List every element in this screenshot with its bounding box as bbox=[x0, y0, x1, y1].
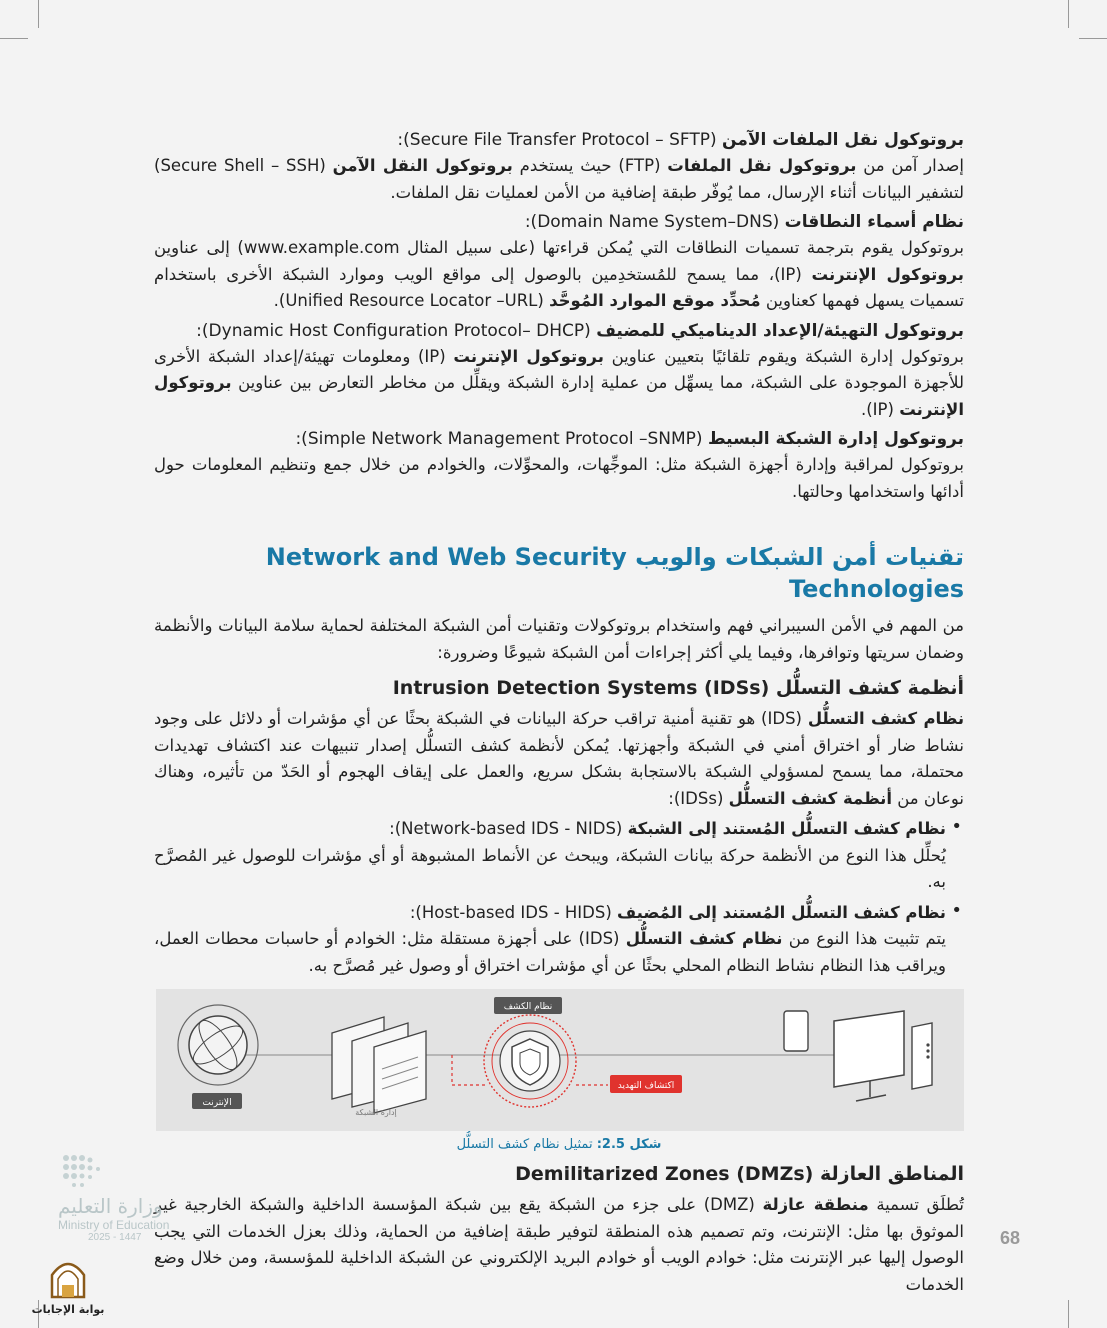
section-body-run: (IP). bbox=[860, 399, 900, 419]
section-heading bbox=[154, 128, 964, 153]
crop-mark-top-right bbox=[1068, 0, 1069, 28]
crop-mark-top-left bbox=[38, 0, 39, 28]
section-heading-ar: نظام أسماء النطاقات bbox=[784, 212, 964, 232]
tablet-icon bbox=[784, 1011, 808, 1051]
section-heading-en: (Simple Network Management Protocol –SNMP): bbox=[295, 429, 708, 449]
ids-body-run: أنظمة كشف التسلُّل bbox=[728, 788, 892, 808]
section-heading bbox=[154, 427, 964, 452]
ids-heading-ar: أنظمة كشف التسلُّل bbox=[775, 677, 964, 699]
section-heading-ar: بروتوكول التهيئة/الإعداد الديناميكي للمضيف bbox=[596, 320, 964, 341]
section-body-run: (IP) ومعلومات تهيئة/إعداد الشبكة الأخرى للأجهزة الموجودة على الشبكة، مما يسهِّل من عملية إدارة الشبكة ويقلِّل من مخاطر التعارض بين عناوين bbox=[154, 346, 964, 392]
section-body-run: (Secure Shell – SSH) لتشفير البيانات أثناء الإرسال، مما يُوفّر طبقة إضافية من الأمن لعمليات نقل الملفات. bbox=[154, 156, 964, 202]
main-heading bbox=[154, 541, 964, 605]
dmz-heading bbox=[154, 1160, 964, 1188]
ids-body-run: نظام كشف التسلُّل bbox=[807, 709, 965, 728]
ids-figure bbox=[156, 989, 964, 1131]
ids-types-list bbox=[154, 816, 964, 979]
section-body bbox=[154, 452, 964, 505]
main-heading-ar: تقنيات أمن الشبكات والويب bbox=[635, 543, 964, 571]
portal-label: بوابة الإجابات bbox=[31, 1303, 105, 1316]
network-panels-icon bbox=[332, 1017, 426, 1113]
label-internet: الإنترنت bbox=[202, 1098, 232, 1108]
portal-logo bbox=[28, 1255, 108, 1316]
section-heading-ar: بروتوكول نقل الملفات الآمن bbox=[722, 130, 964, 150]
dmz-paragraph bbox=[154, 1192, 964, 1298]
crop-mark-top-left-h bbox=[0, 38, 28, 39]
figure-number: شكل 2.5: bbox=[596, 1137, 662, 1152]
list-item bbox=[154, 816, 946, 896]
main-heading-en: Network and Web Security Technologies bbox=[265, 543, 964, 603]
section-body-run: بروتوكول نقل الملفات bbox=[667, 156, 857, 175]
section-heading-en: (Secure File Transfer Protocol – SFTP): bbox=[397, 130, 723, 150]
section-body-run: بروتوكول الإنترنت bbox=[154, 373, 964, 419]
figure-caption bbox=[154, 1137, 964, 1152]
ids-paragraph bbox=[154, 706, 964, 812]
ids-heading bbox=[154, 674, 964, 702]
section-heading bbox=[154, 319, 964, 344]
section-heading-ar: بروتوكول إدارة الشبكة البسيط bbox=[707, 429, 964, 449]
section-body-run: بروتوكول لمراقبة وإدارة أجهزة الشبكة مثل: الموجِّهات، والمحوِّلات، والخوادم من خلال جمع وتنظيم المعلومات حول أدائها واستخدامها وحالتها. bbox=[154, 455, 964, 501]
section-heading bbox=[154, 210, 964, 235]
computer-tower-icon bbox=[912, 1023, 932, 1089]
page-number: 68 bbox=[1000, 1228, 1021, 1248]
ministry-year: 2025 - 1447 bbox=[88, 1232, 142, 1243]
section-body bbox=[154, 235, 964, 315]
list-item-heading-en: (Host-based IDS - HIDS): bbox=[409, 902, 618, 922]
section-body-run: بروتوكول الإنترنت bbox=[811, 264, 965, 284]
dmz-heading-ar: المناطق العازلة bbox=[819, 1163, 964, 1185]
crop-mark-top-right-h bbox=[1079, 38, 1107, 39]
section-heading-en: (Dynamic Host Configuration Protocol– DHCP): bbox=[196, 320, 597, 341]
list-item-heading-ar: نظام كشف التسلُّل المُستند إلى المُضيف bbox=[617, 902, 946, 922]
ids-diagram bbox=[156, 989, 964, 1131]
dmz-heading-en: Demilitarized Zones (DMZs) bbox=[515, 1163, 814, 1185]
globe-icon bbox=[178, 1005, 258, 1085]
label-detection-system: نظام الكشف bbox=[503, 1002, 553, 1012]
section-body-run: (Unified Resource Locator –URL). bbox=[273, 291, 550, 310]
monitor-icon bbox=[834, 1011, 904, 1101]
ids-heading-en: Intrusion Detection Systems (IDSs) bbox=[392, 677, 770, 699]
section-body-run: بروتوكول يقوم بترجمة تسميات النطاقات التي يُمكن قراءتها (على سبيل المثال www.example.com) إلى عناوين bbox=[154, 238, 965, 257]
ministry-logo bbox=[58, 1150, 208, 1243]
list-item-body-run: يتم تثبيت هذا النوع من bbox=[782, 929, 947, 948]
ministry-name-ar: وزارة التعليم bbox=[58, 1194, 163, 1218]
protocol-sections bbox=[154, 128, 964, 505]
list-item bbox=[154, 900, 946, 980]
list-item-heading-ar: نظام كشف التسلُّل المُستند إلى الشبكة bbox=[627, 819, 946, 838]
dmz-body-run: منطقة عازلة bbox=[762, 1195, 869, 1214]
crop-mark-bottom-right bbox=[1068, 1300, 1069, 1328]
section-body-run: بروتوكول النقل الآمن bbox=[332, 156, 513, 175]
list-item-body-run: نظام كشف التسلُّل bbox=[625, 929, 783, 948]
dmz-body-run: تُطلَق تسمية bbox=[868, 1195, 964, 1214]
list-item-body-run: (IDS) على أجهزة مستقلة مثل: الخوادم أو حاسبات محطات العمل، ويراقب هذا النظام نشاط النظام المحلي بحثًا عن أي مؤشرات اختراق أو وصول غير مُصرَّح به. bbox=[154, 929, 946, 975]
section-body bbox=[154, 344, 964, 424]
ministry-dots-icon bbox=[58, 1150, 138, 1190]
list-item-heading-en: (Network-based IDS - NIDS): bbox=[389, 819, 628, 838]
label-threat-detection: اكتشاف التهديد bbox=[617, 1081, 675, 1091]
ids-body-run: (IDS) هو تقنية أمنية تراقب حركة البيانات في الشبكة بحثًا عن أي مؤشرات أو دلائل على وجود نشاط ضار أو اختراق أمني في الشبكة وأجهزتها. يُمكن لأنظمة كشف التسلُّل إصدار تنبيهات عند اكتشاف تهديدات محتملة، مما يسمح لمسؤولي الشبكة بالاستجابة بشكل سريع، والعمل على إيقاف الهجوم أو الحَدّ من تأثيره، وهناك نوعان من bbox=[154, 709, 964, 808]
intro-paragraph: من المهم في الأمن السيبراني فهم واستخدام بروتوكولات وتقنيات أمن الشبكة المختلفة لحماية سلامة البيانات والأنظمة وضمان سريتها وتوافرها، وفيما يلي أكثر إجراءات أمن الشبكة شيوعًا وضرورة: bbox=[154, 616, 964, 662]
figure-caption-text: تمثيل نظام كشف التسلُّل bbox=[456, 1137, 597, 1152]
section-body bbox=[154, 153, 964, 206]
page-content bbox=[154, 128, 964, 1302]
mosque-emblem-icon bbox=[46, 1255, 90, 1299]
section-body-run: إصدار آمن من bbox=[856, 156, 964, 175]
section-body-run: (IP)، مما يسمح للمُستخدِمين بالوصول إلى مواقع الويب وموارد الشبكة الأخرى باستخدام تسميات يسهل فهمها كعناوين bbox=[154, 264, 964, 310]
section-body-run: بروتوكول الإنترنت bbox=[453, 346, 604, 366]
section-heading-en: (Domain Name System–DNS): bbox=[524, 212, 785, 232]
ministry-name-en: Ministry of Education bbox=[58, 1218, 170, 1232]
dmz-body-run: (DMZ) على جزء من الشبكة يقع بين شبكة المؤسسة الداخلية والشبكة الخارجية غير الموثوق بها مثل: الإنترنت، وتم تصميم هذه المنطقة لتوفير طبقة إضافية من الحماية، وذلك بعزل الخدمات التي يجب الوصول إليها عبر الإنترنت مثل: خوادم الويب أو خوادم البريد الإلكتروني عن الشبكة الداخلية للمؤسسة، ومن خلال وضع الخدمات bbox=[154, 1195, 964, 1294]
section-body-run: (FTP) حيث يستخدم bbox=[512, 156, 668, 175]
list-item-body-run: يُحلِّل هذا النوع من الأنظمة حركة بيانات الشبكة، ويبحث عن الأنماط المشبوهة أو أي مؤشرات للوصول غير المُصرَّح به. bbox=[154, 845, 946, 891]
shield-icon bbox=[484, 1015, 576, 1107]
section-body-run: بروتوكول إدارة الشبكة ويقوم تلقائيًا بتعيين عناوين bbox=[603, 346, 964, 366]
label-network-management: إدارة الشبكة bbox=[355, 1108, 397, 1117]
section-body-run: مُحدِّد موقع الموارد المُوحَّد bbox=[549, 291, 761, 310]
ids-body-run: (IDSs): bbox=[668, 788, 729, 808]
